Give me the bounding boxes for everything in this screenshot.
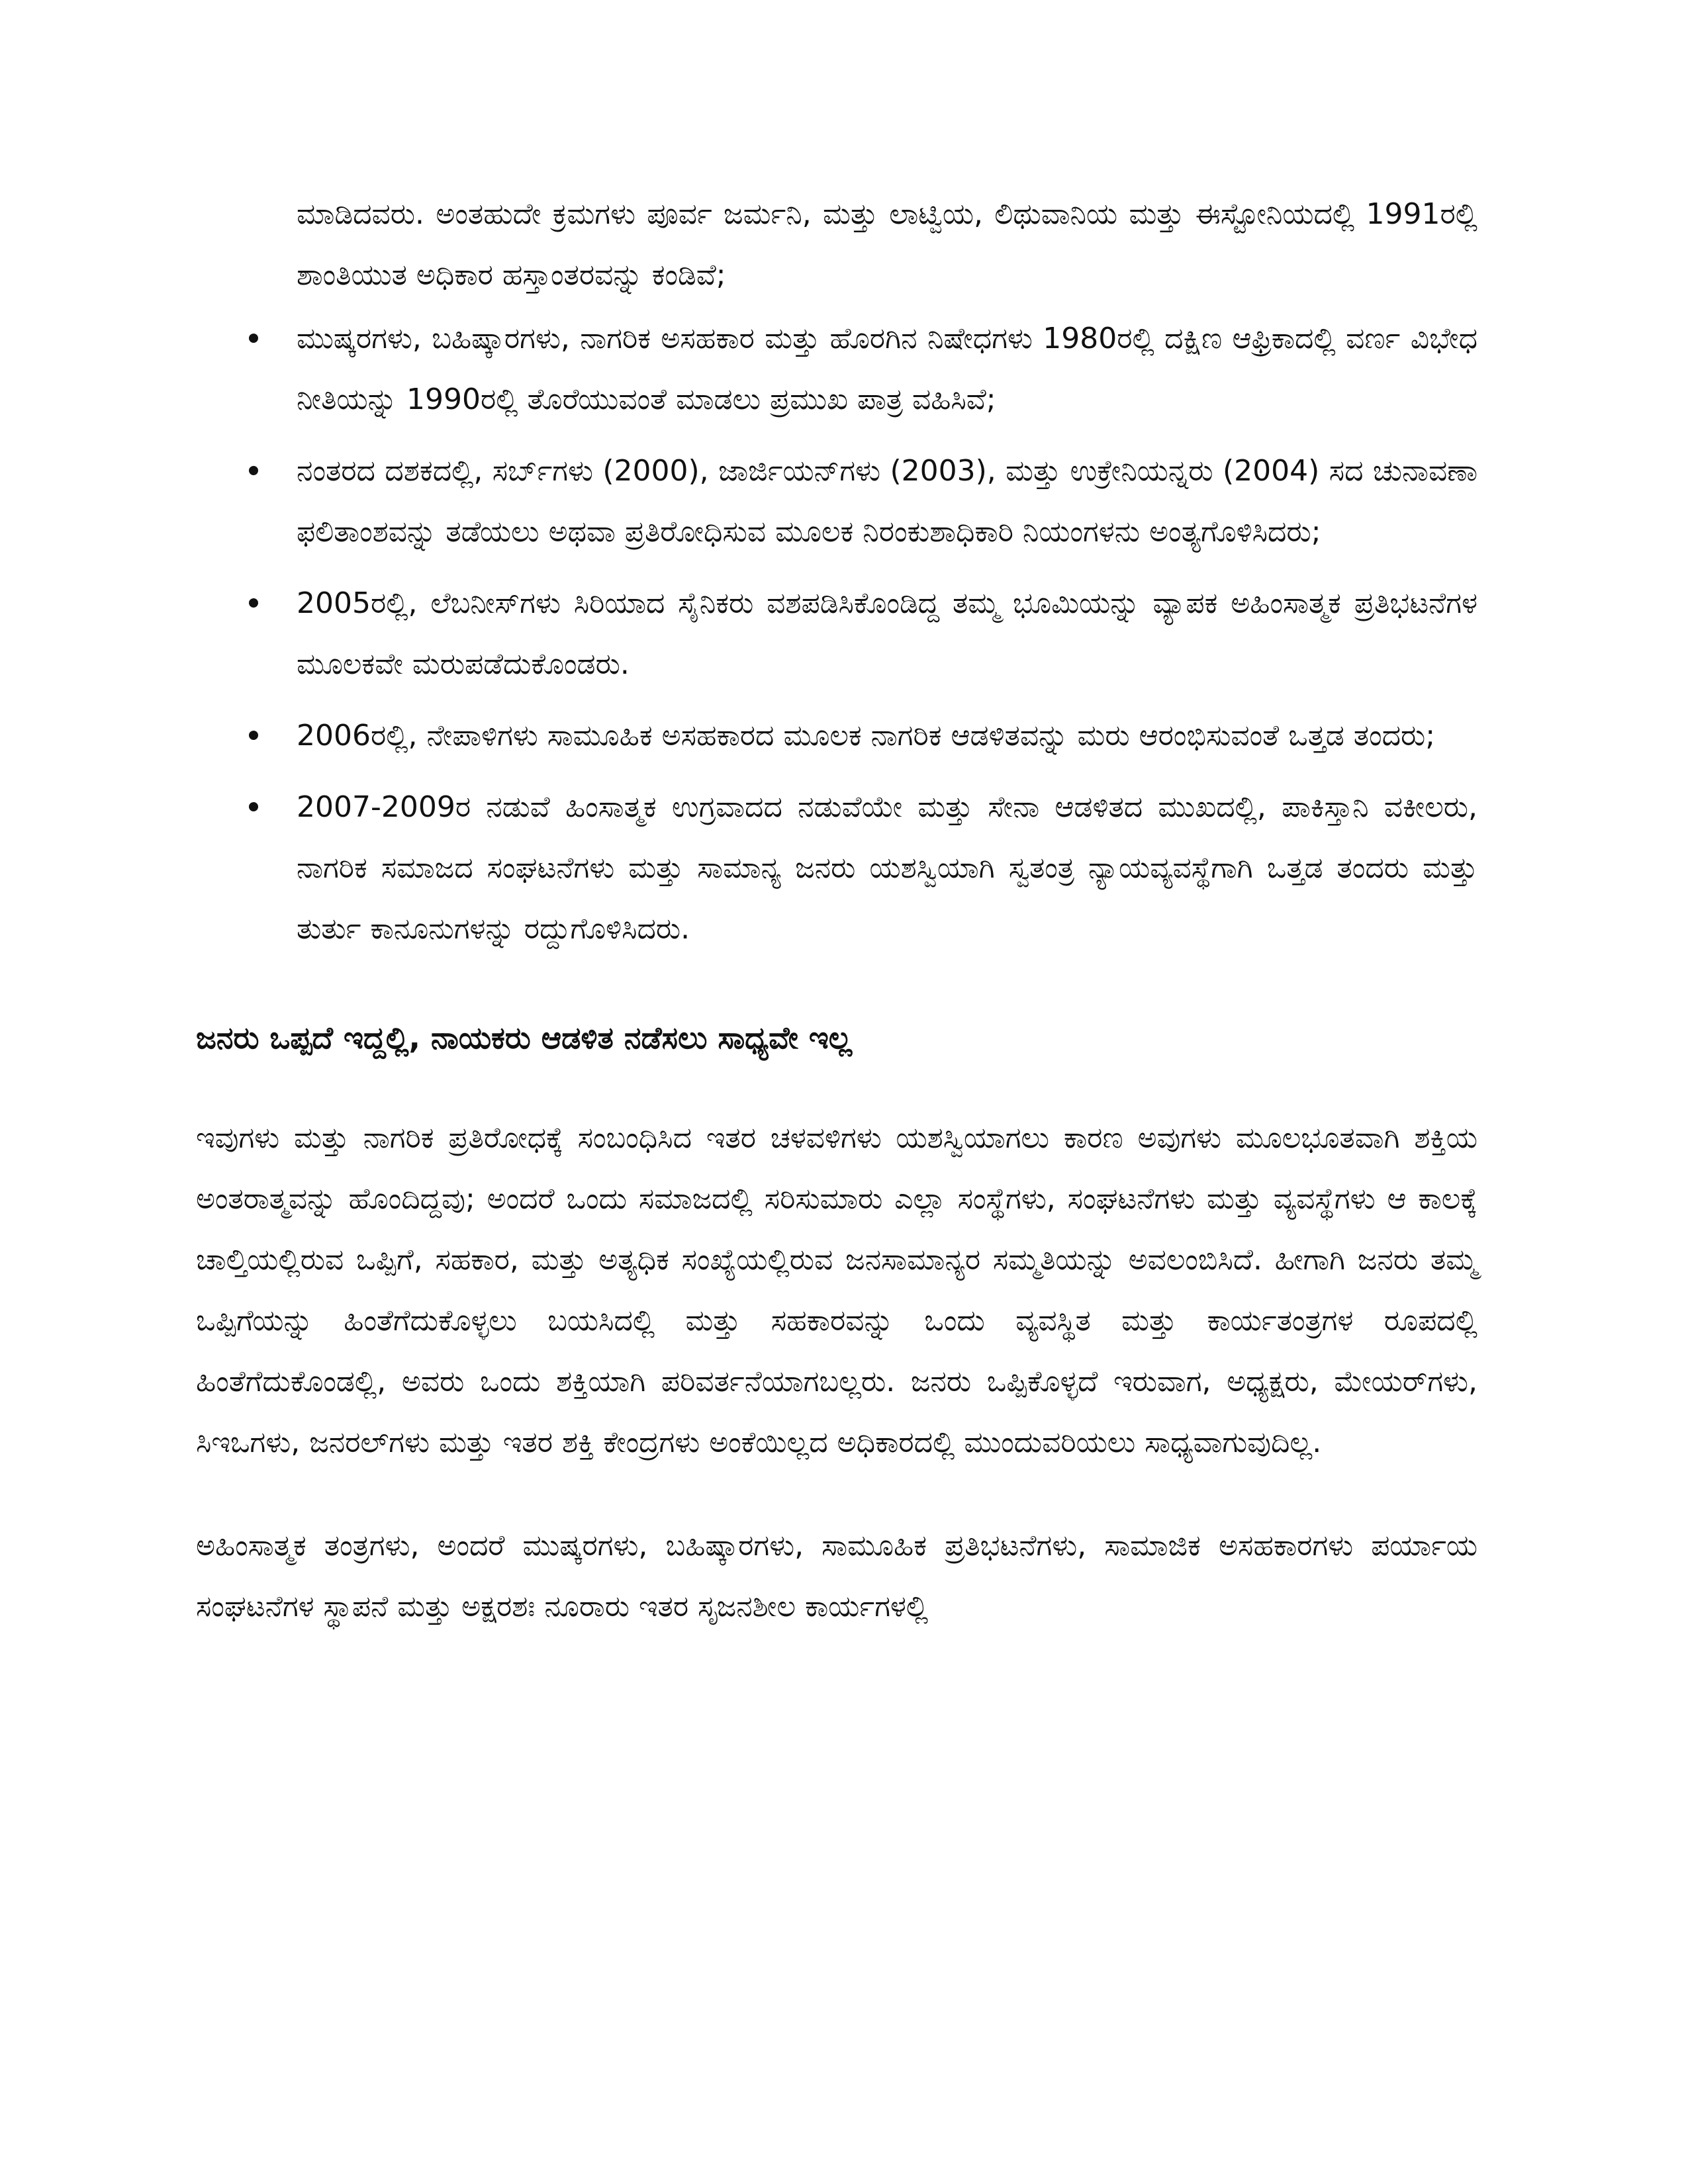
list-item-text: 2007-2009ರ ನಡುವೆ ಹಿಂಸಾತ್ಮಕ ಉಗ್ರವಾದದ ನಡುವೆಯೇ ಮತ್ತು ಸೇನಾ ಆಡಳಿತದ ಮುಖದಲ್ಲಿ, ಪಾಕಿಸ್ತಾನಿ ವಕೀಲರು, ನಾಗರಿಕ ಸಮಾಜದ ಸಂಘಟನೆಗಳು ಮತ್ತು ಸಾಮಾನ್ಯ ಜನರು ಯಶಸ್ವಿಯಾಗಿ ಸ್ವತಂತ್ರ ನ್ಯಾಯವ್ಯವಸ್ಥೆಗಾಗಿ ಒತ್ತಡ ತಂದರು ಮತ್ತು ತುರ್ತು ಕಾನೂನುಗಳನ್ನು ರದ್ದುಗೊಳಿಸಿದರು.	[297, 790, 1477, 946]
bullet-list	[196, 308, 1477, 960]
list-item	[196, 573, 1477, 695]
list-item	[196, 705, 1477, 766]
bullet-icon	[249, 731, 258, 740]
bullet-icon	[249, 334, 258, 343]
list-item	[196, 308, 1477, 430]
list-item	[196, 777, 1477, 960]
lead-paragraph: ಮಾಡಿದವರು. ಅಂತಹುದೇ ಕ್ರಮಗಳು ಪೂರ್ವ ಜರ್ಮನಿ, ಮತ್ತು ಲಾಟ್ವಿಯ, ಲಿಥುವಾನಿಯ ಮತ್ತು ಈಸ್ಟೋನಿಯದಲ್ಲಿ 1991ರಲ್ಲಿ ಶಾಂತಿಯುತ ಅಧಿಕಾರ ಹಸ್ತಾಂತರವನ್ನು ಕಂಡಿವೆ;	[297, 197, 1477, 292]
list-item	[196, 441, 1477, 563]
list-item-text: ನಂತರದ ದಶಕದಲ್ಲಿ, ಸರ್ಬ್‌ಗಳು (2000), ಜಾರ್ಜಿಯನ್‌ಗಳು (2003), ಮತ್ತು ಉಕ್ರೇನಿಯನ್ನರು (2004) ಸದ ಚುನಾವಣಾ ಫಲಿತಾಂಶವನ್ನು ತಡೆಯಲು ಅಥವಾ ಪ್ರತಿರೋಧಿಸುವ ಮೂಲಕ ನಿರಂಕುಶಾಧಿಕಾರಿ ನಿಯಂಗಳನು ಅಂತ್ಯಗೊಳಿಸಿದರು;	[297, 454, 1477, 549]
body-paragraph: ಇವುಗಳು ಮತ್ತು ನಾಗರಿಕ ಪ್ರತಿರೋಧಕ್ಕೆ ಸಂಬಂಧಿಸಿದ ಇತರ ಚಳವಳಿಗಳು ಯಶಸ್ವಿಯಾಗಲು ಕಾರಣ ಅವುಗಳು ಮೂಲಭೂತವಾಗಿ ಶಕ್ತಿಯ ಅಂತರಾತ್ಮವನ್ನು ಹೊಂದಿದ್ದವು; ಅಂದರೆ ಒಂದು ಸಮಾಜದಲ್ಲಿ ಸರಿಸುಮಾರು ಎಲ್ಲಾ ಸಂಸ್ಥೆಗಳು, ಸಂಘಟನೆಗಳು ಮತ್ತು ವ್ಯವಸ್ಥೆಗಳು ಆ ಕಾಲಕ್ಕೆ ಚಾಲ್ತಿಯಲ್ಲಿರುವ ಒಪ್ಪಿಗೆ, ಸಹಕಾರ, ಮತ್ತು ಅತ್ಯಧಿಕ ಸಂಖ್ಯೆಯಲ್ಲಿರುವ ಜನಸಾಮಾನ್ಯರ ಸಮ್ಮತಿಯನ್ನು ಅವಲಂಬಿಸಿದೆ. ಹೀಗಾಗಿ ಜನರು ತಮ್ಮ ಒಪ್ಪಿಗೆಯನ್ನು ಹಿಂತೆಗೆದುಕೊಳ್ಳಲು ಬಯಸಿದಲ್ಲಿ ಮತ್ತು ಸಹಕಾರವನ್ನು ಒಂದು ವ್ಯವಸ್ಥಿತ ಮತ್ತು ಕಾರ್ಯತಂತ್ರಗಳ ರೂಪದಲ್ಲಿ ಹಿಂತೆಗೆದುಕೊಂಡಲ್ಲಿ, ಅವರು ಒಂದು ಶಕ್ತಿಯಾಗಿ ಪರಿವರ್ತನೆಯಾಗಬಲ್ಲರು. ಜನರು ಒಪ್ಪಿಕೊಳ್ಳದೆ ಇರುವಾಗ, ಅಧ್ಯಕ್ಷರು, ಮೇಯರ್‌ಗಳು, ಸಿಇಒಗಳು, ಜನರಲ್‌ಗಳು ಮತ್ತು ಇತರ ಶಕ್ತಿ ಕೇಂದ್ರಗಳು ಅಂಕೆಯಿಲ್ಲದ ಅಧಿಕಾರದಲ್ಲಿ ಮುಂದುವರಿಯಲು ಸಾಧ್ಯವಾಗುವುದಿಲ್ಲ.	[196, 1121, 1477, 1459]
body-paragraph: ಅಹಿಂಸಾತ್ಮಕ ತಂತ್ರಗಳು, ಅಂದರೆ ಮುಷ್ಕರಗಳು, ಬಹಿಷ್ಕಾರಗಳು, ಸಾಮೂಹಿಕ ಪ್ರತಿಭಟನೆಗಳು, ಸಾಮಾಜಿಕ ಅಸಹಕಾರಗಳು ಪರ್ಯಾಯ ಸಂಘಟನೆಗಳ ಸ್ಥಾಪನೆ ಮತ್ತು ಅಕ್ಷರಶಃ ನೂರಾರು ಇತರ ಸೃಜನಶೀಲ ಕಾರ್ಯಗಳಲ್ಲಿ	[196, 1529, 1477, 1623]
page-content	[196, 184, 1477, 1680]
bullet-icon	[249, 598, 258, 608]
list-item-text: 2006ರಲ್ಲಿ, ನೇಪಾಳಿಗಳು ಸಾಮೂಹಿಕ ಅಸಹಕಾರದ ಮೂಲಕ ನಾಗರಿಕ ಆಡಳಿತವನ್ನು ಮರು ಆರಂಭಿಸುವಂತೆ ಒತ್ತಡ ತಂದರು;	[297, 719, 1436, 752]
bullet-icon	[249, 802, 258, 811]
bullet-icon	[249, 466, 258, 475]
list-item-text: 2005ರಲ್ಲಿ, ಲೆಬನೀಸ್‌ಗಳು ಸಿರಿಯಾದ ಸೈನಿಕರು ವಶಪಡಿಸಿಕೊಂಡಿದ್ದ ತಮ್ಮ ಭೂಮಿಯನ್ನು ವ್ಯಾಪಕ ಅಹಿಂಸಾತ್ಮಕ ಪ್ರತಿಭಟನೆಗಳ ಮೂಲಕವೇ ಮರುಪಡೆದುಕೊಂಡರು.	[297, 586, 1477, 681]
list-item-text: ಮುಷ್ಕರಗಳು, ಬಹಿಷ್ಕಾರಗಳು, ನಾಗರಿಕ ಅಸಹಕಾರ ಮತ್ತು ಹೊರಗಿನ ನಿಷೇಧಗಳು 1980ರಲ್ಲಿ ದಕ್ಷಿಣ ಆಫ್ರಿಕಾದಲ್ಲಿ ವರ್ಣ ವಿಭೇಧ ನೀತಿಯನ್ನು 1990ರಲ್ಲಿ ತೊರೆಯುವಂತೆ ಮಾಡಲು ಪ್ರಮುಖ ಪಾತ್ರ ವಹಿಸಿವೆ;	[297, 322, 1477, 416]
section-heading: ಜನರು ಒಪ್ಪದೆ ಇದ್ದಲ್ಲಿ, ನಾಯಕರು ಆಡಳಿತ ನಡೆಸಲು ಸಾಧ್ಯವೇ ಇಲ್ಲ	[196, 1020, 853, 1056]
